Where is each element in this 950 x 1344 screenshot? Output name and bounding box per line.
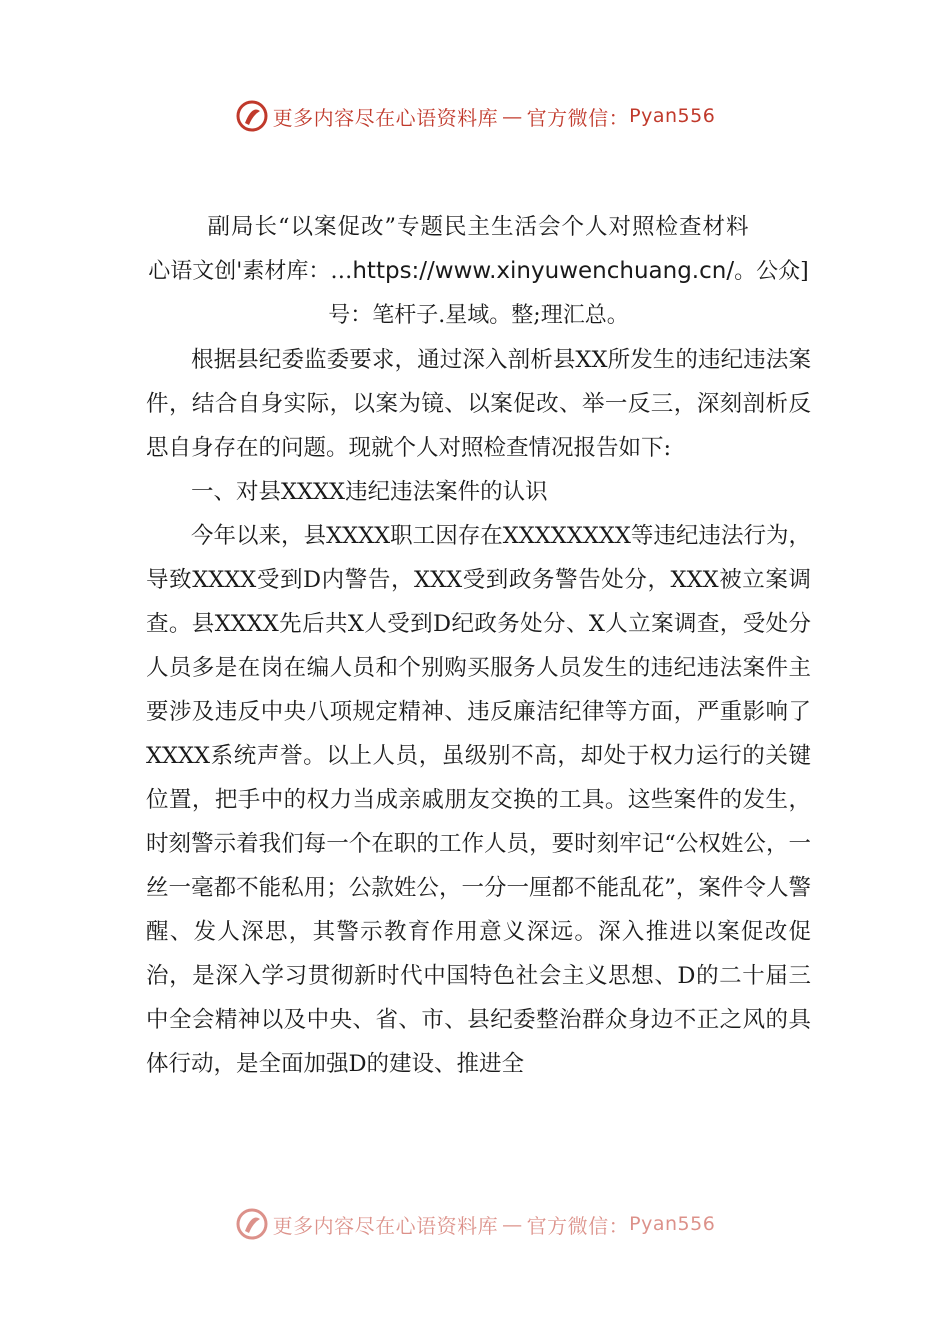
watermark-label: 官方微信： bbox=[526, 105, 630, 130]
document-body bbox=[146, 205, 811, 1086]
document-source bbox=[146, 249, 811, 338]
paragraph-intro: 根据县纪委监委要求，通过深入剖析县XX所发生的违纪违法案件，结合自身实际，以案为镜、以案促改、举一反三，深刻剖析反思自身存在的问题。现就个人对照检查情况报告如下: bbox=[146, 347, 811, 461]
brand-logo-icon bbox=[235, 99, 269, 133]
watermark-wechat: Pyan556 bbox=[629, 105, 716, 127]
source-prefix: 心语文创'素材库：… bbox=[148, 259, 353, 284]
section-heading: 一、对县XXXX违纪违法案件的认识 bbox=[191, 479, 548, 505]
paragraph-body: 今年以来，县XXXX职工因存在XXXXXXXX等违纪违法行为，导致XXXX受到D内警告，XXX受到政务警告处分，XXX被立案调查。县XXXX先后共X人受到D纪政务处分、X人立案调查，受处分人员多是在岗在编人员和个别购买服务人员发生的违纪违法案件主要涉及违反中央八项规定精神、违反廉洁纪律等方面，严重影响了XXXX系统声誉。以上人员，虽级别不高，却处于权力运行的关键位置，把手中的权力当成亲戚朋友交换的工具。这些案件的发生，时刻警示着我们每一个在职的工作人员，要时刻牢记“公权姓公，一丝一毫都不能私用；公款姓公，一分一厘都不能乱花”，案件令人警醒、发人深思，其警示教育作用意义深远。深入推进以案促改促治，是深入学习贯彻新时代中国特色社会主义思想、D的二十届三中全会精神以及中央、省、市、县纪委整治群众身边不正之风的具体行动，是全面加强D的建设、推进全 bbox=[146, 523, 811, 1077]
watermark-wechat: Pyan556 bbox=[629, 1213, 716, 1235]
watermark-footer bbox=[0, 1204, 950, 1244]
source-suffix: 。公众]号：笔杆子.星域。整;理汇总。 bbox=[328, 259, 809, 328]
watermark-brand: 更多内容尽在心语资料库 bbox=[272, 105, 499, 130]
document-title: 副局长“以案促改”专题民主生活会个人对照检查材料 bbox=[207, 214, 750, 240]
source-url[interactable]: https://www.xinyuwenchuang.cn/ bbox=[352, 258, 735, 284]
watermark-header bbox=[0, 96, 950, 136]
watermark-brand: 更多内容尽在心语资料库 bbox=[272, 1213, 499, 1238]
watermark-separator: — bbox=[502, 1212, 523, 1236]
watermark-separator: — bbox=[502, 104, 523, 128]
brand-logo-icon bbox=[235, 1207, 269, 1241]
watermark-label: 官方微信： bbox=[526, 1213, 630, 1238]
